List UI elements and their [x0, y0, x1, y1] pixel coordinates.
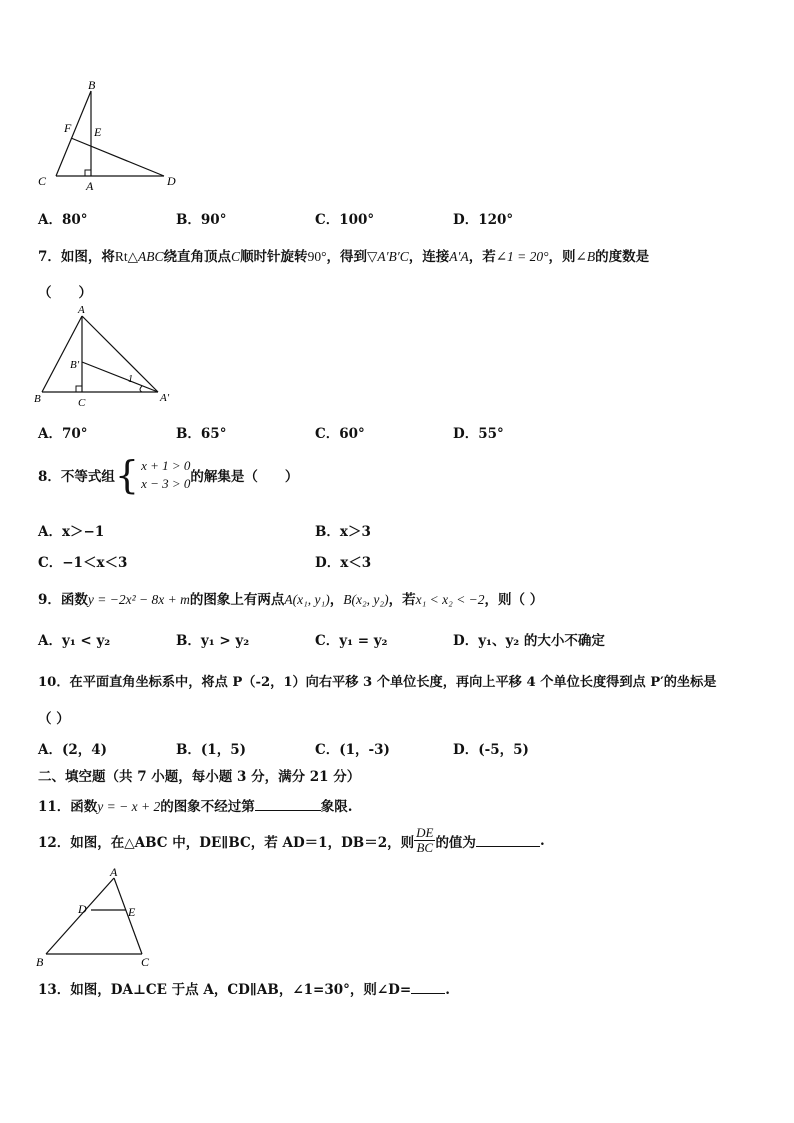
q12-denominator: BC — [416, 840, 434, 855]
fig7-seg-BA — [42, 316, 82, 392]
q8-row-2: x − 3 > 0 — [141, 476, 191, 491]
fig6-label-C: C — [38, 174, 47, 188]
fig6-label-B: B — [88, 80, 96, 92]
q8-inequality-system — [114, 453, 191, 497]
fig12-label-A: A — [110, 866, 118, 879]
fig12-label-B: B — [36, 955, 44, 969]
fig7-label-Bp: B′ — [70, 359, 80, 371]
q11-stem: 11．函数y = − x + 2的图象不经过第 象限. — [38, 799, 353, 815]
q13-stem: 13．如图，DA⊥CE 于点 A，CD∥AB，∠1=30°，则∠D= . — [38, 982, 450, 998]
q7-option-d: D．55° — [453, 426, 504, 442]
fig7-label-C: C — [78, 397, 86, 409]
q9-option-a: A．y₁ < y₂ — [38, 633, 111, 649]
fig6-right-angle — [85, 170, 91, 176]
fig7-seg-BpAp — [82, 362, 158, 392]
fig12-label-E: E — [128, 905, 136, 919]
q10-option-c: C．(1，-3) — [315, 742, 390, 758]
fig6-label-A: A — [86, 179, 94, 193]
q10-option-b: B．(1，5) — [176, 742, 246, 758]
fig6-label-F: F — [64, 121, 72, 135]
figure-q6 — [30, 80, 190, 195]
q12-fraction — [414, 826, 435, 855]
q9-option-c: C．y₁ = y₂ — [315, 633, 388, 649]
q6-option-a: A．80° — [38, 212, 88, 228]
fig7-right-angle — [76, 386, 82, 392]
q8-option-a: A．x＞−1 — [38, 524, 105, 540]
fig12-label-D: D — [78, 902, 87, 916]
q9-option-b: B．y₁ > y₂ — [176, 633, 250, 649]
fig6-label-D: D — [167, 174, 176, 188]
q6-option-d: D．120° — [453, 212, 514, 228]
q8-option-d: D．x＜3 — [315, 555, 372, 571]
q7-option-a: A．70° — [38, 426, 88, 442]
fig7-label-B: B — [34, 393, 41, 405]
q10-paren: （ ） — [38, 711, 70, 727]
q7-option-b: B．65° — [176, 426, 227, 442]
q7-option-c: C．60° — [315, 426, 365, 442]
figure-q7 — [30, 302, 180, 412]
q8-brace: { — [114, 453, 140, 497]
q8-row-1: x + 1 > 0 — [141, 458, 191, 473]
figure-q12 — [30, 866, 160, 971]
q7-stem: 7．如图，将Rt△ABC绕直角顶点C顺时针旋转90°，得到▽A′B′C，连接A′A，若∠1 = 20°，则∠B的度数是 — [38, 249, 650, 265]
fig12-label-C: C — [141, 955, 150, 969]
fig7-label-A: A — [78, 304, 85, 316]
fig6-seg-CB — [56, 91, 91, 176]
q8-option-c: C．−1＜x＜3 — [38, 555, 128, 571]
q6-option-b: B．90° — [176, 212, 227, 228]
q10-stem: 10．在平面直角坐标系中，将点 P（-2，1）向右平移 3 个单位长度，再向上平移 4 个单位长度得到点 P′的坐标是 — [38, 675, 717, 690]
fig7-label-Ap: A′ — [160, 392, 170, 404]
q10-option-a: A．(2，4) — [38, 742, 108, 758]
q11-blank[interactable] — [255, 798, 321, 811]
q9-stem: 9．函数y = −2x² − 8x + m的图象上有两点A(x₁, y₁)，B(x₂, y₂)，若x₁ < x₂ < −2，则（ ） — [38, 592, 544, 608]
q9-option-d: D．y₁、y₂ 的大小不确定 — [453, 633, 605, 649]
q12-numerator: DE — [416, 825, 434, 840]
q6-option-c: C．100° — [315, 212, 375, 228]
q12-blank[interactable] — [476, 834, 540, 847]
q8-option-b: B．x＞3 — [315, 524, 371, 540]
fig7-seg-AAp — [82, 316, 158, 392]
q7-paren: （ ） — [38, 285, 92, 301]
fig7-angle-arc — [140, 386, 142, 392]
q12-stem: 12．如图，在△ABC 中，DE∥BC，若 AD＝1，DB＝2，则 $\frac{DE}{BC}$ 的值为 . — [38, 825, 545, 855]
fig7-label-1: 1 — [128, 374, 133, 385]
q13-blank[interactable] — [411, 981, 445, 994]
fig6-label-E: E — [94, 125, 102, 139]
q8-stem: 8．不等式组 { x + 1 > 0 x − 3 > 0 的解集是（ ） — [38, 453, 299, 497]
q10-option-d: D．(-5，5) — [453, 742, 529, 758]
section-2-title: 二、填空题（共 7 小题，每小题 3 分，满分 21 分） — [38, 769, 361, 785]
fig12-seg-BA — [46, 878, 114, 954]
